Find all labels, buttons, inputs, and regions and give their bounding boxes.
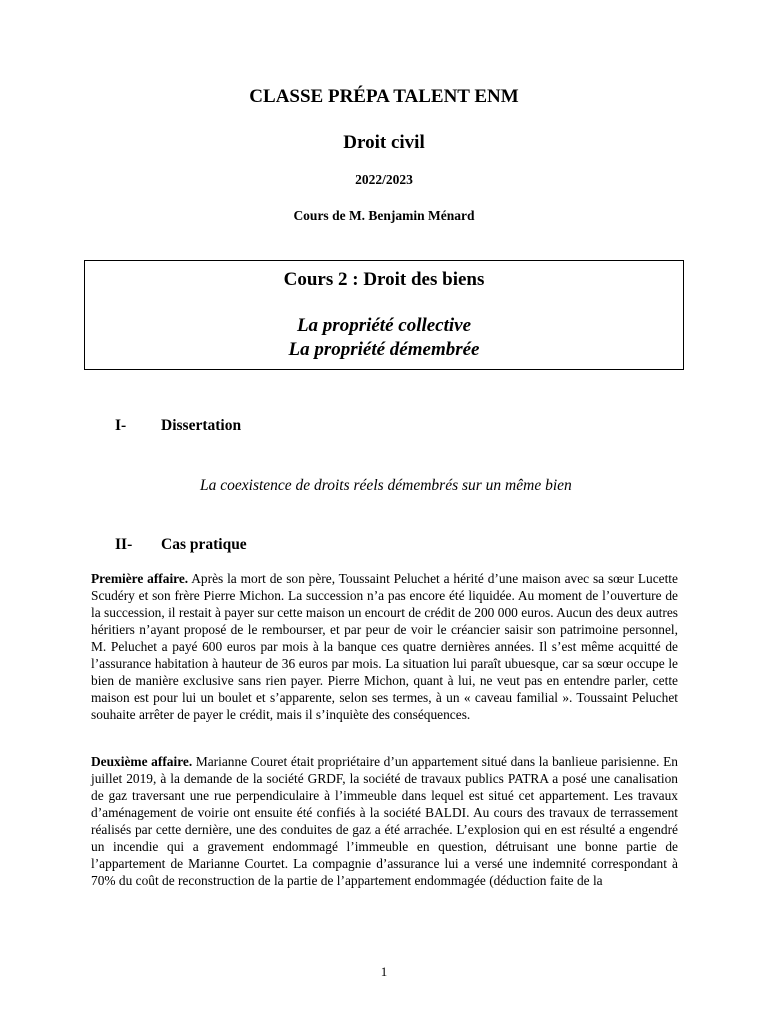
section-title: Dissertation bbox=[161, 417, 242, 434]
course-title: Cours 2 : Droit des biens bbox=[283, 269, 485, 290]
academic-year: 2022/2023 bbox=[355, 172, 413, 187]
case-lead: Deuxième affaire. bbox=[91, 754, 193, 769]
case-paragraph-2 bbox=[91, 753, 678, 889]
course-title-box bbox=[84, 260, 684, 370]
section-heading-dissertation bbox=[115, 417, 241, 435]
course-subtitle-2: La propriété démembrée bbox=[288, 339, 480, 360]
document-subject: Droit civil bbox=[343, 132, 425, 153]
document-title: CLASSE PRÉPA TALENT ENM bbox=[249, 86, 519, 107]
section-heading-cas-pratique bbox=[115, 536, 247, 554]
case-text: Marianne Couret était propriétaire d’un appartement situé dans la banlieue parisienne. En juillet 2019, à la demande de la société GRDF, la société de travaux publics PATRA a posé une canalisation de gaz traversant une rue perpendiculaire à l’immeuble dans lequel est situé cet appartement. Les travaux d’aménagement de voirie ont ensuite été confiés à la société BALDI. Au cours des travaux de terrassement réalisés par cette dernière, une des conduites de gaz a été arrachée. L’explosion qui en est résulté a engendré un incendie qui a gravement endommagé l’immeuble en question, détruisant une bonne partie de l’appartement de Marianne Courtet. La compagnie d’assurance lui a versé une indemnité correspondant à 70% du coût de reconstruction de la partie de l’appartement endommagée (déduction faite de la bbox=[91, 754, 678, 888]
section-number: II- bbox=[115, 536, 133, 553]
case-lead: Première affaire. bbox=[91, 571, 189, 586]
section-number: I- bbox=[115, 417, 127, 434]
case-text: Après la mort de son père, Toussaint Peluchet a hérité d’une maison avec sa sœur Lucette Scudéry et son frère Pierre Michon. La succession n’a pas encore été liquidée. Au moment de l’ouverture de la succession, il restait à payer sur cette maison un encourt de crédit de 200 000 euros. Aucun des deux autres héritiers n’ayant proposé de le rembourser, et par peur de voir le créancier saisir son patrimoine personnel, M. Peluchet a payé 600 euros par mois à la banque ces quatre dernières années. Il s’est même acquitté de l’assurance habitation à hauteur de 36 euros par mois. La situation lui paraît ubuesque, car sa sœur occupe le bien de manière exclusive sans rien payer. Pierre Michon, quant à lui, ne veut pas en entendre parler, cette maison est pour lui un boulet et s’apparente, selon ses termes, à un « caveau familial ». Toussaint Peluchet souhaite arrêter de payer le crédit, mais il s’inquiète des conséquences. bbox=[91, 571, 678, 722]
page-number: 1 bbox=[380, 964, 388, 979]
teacher-line: Cours de M. Benjamin Ménard bbox=[293, 208, 475, 223]
case-paragraph-1 bbox=[91, 570, 678, 723]
dissertation-topic: La coexistence de droits réels démembrés sur un même bien bbox=[200, 477, 572, 494]
section-title: Cas pratique bbox=[161, 536, 247, 553]
course-subtitle-1: La propriété collective bbox=[296, 315, 472, 336]
